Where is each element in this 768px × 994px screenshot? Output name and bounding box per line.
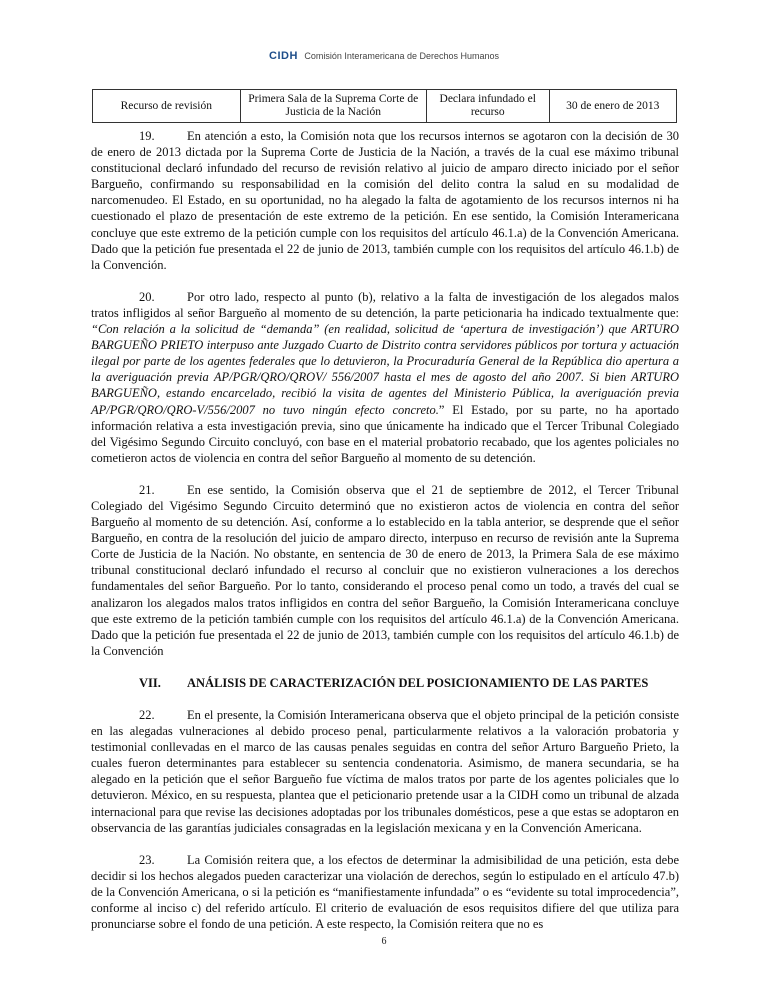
document-body xyxy=(91,128,679,948)
page-number: 6 xyxy=(381,936,387,947)
paragraph-22 xyxy=(91,707,679,836)
page-header xyxy=(0,50,768,62)
section-number: VII. xyxy=(139,675,161,690)
paragraph-23 xyxy=(91,852,679,932)
table-cell-recourse: Recurso de revisión xyxy=(93,90,241,123)
paragraph-20 xyxy=(91,289,679,466)
recourse-table xyxy=(92,89,677,123)
paragraph-text-continued: ” El Estado, por su parte, no ha aportado información relativa a esta investigación previa, sino que únicamente ha indicado que el Tercer Tribunal Colegiado del Vigésimo Segundo Circuito concluyó, con base en el material probatorio recabado, que los agentes policiales no cometieron actos de violencia en contra del señor Bargueño al momento de su detención. xyxy=(91,402,679,465)
cidh-logo: CIDH xyxy=(269,50,298,62)
paragraph-number: 23. xyxy=(139,852,155,867)
table-row xyxy=(93,90,677,123)
table-cell-court: Primera Sala de la Suprema Corte de Justicia de la Nación xyxy=(240,90,426,123)
paragraph-quote: “Con relación a la solicitud de “demanda” (en realidad, solicitud de ‘apertura de investigación’) que ARTURO BARGUEÑO PRIETO interpuso ante Juzgado Cuarto de Distrito contra servidores públicos por tortura y actuación ilegal por parte de los agentes federales que lo detuvieron, la Procuraduría General de la República dio apertura a la averiguación previa AP/PGR/QRO/QROV/ 556/2007 hasta el mes de agosto del año 2007. Si bien ARTURO BARGUEÑO, estando encarcelado, recibió la visita de agentes del Ministerio Pública, la averiguación previa AP/PGR/QRO/QRO-V/556/2007 no tuvo ningún efecto concreto. xyxy=(91,322,679,417)
paragraph-number: 19. xyxy=(139,129,155,143)
paragraph-text: Por otro lado, respecto al punto (b), relativo a la falta de investigación de los alegados malos tratos infligidos al señor Bargueño al momento de su detención, la parte peticionaria ha indicado textualmente que: xyxy=(91,289,679,320)
section-heading xyxy=(91,675,679,691)
section-title: ANÁLISIS DE CARACTERIZACIÓN DEL POSICIONAMIENTO DE LAS PARTES xyxy=(187,675,649,690)
paragraph-number: 20. xyxy=(139,289,155,304)
paragraph-19 xyxy=(91,128,679,273)
paragraph-text: En ese sentido, la Comisión observa que el 21 de septiembre de 2012, el Tercer Tribunal Colegiado del Vigésimo Segundo Circuito determinó que no existieron actos de violencia en contra del señor Bargueño al momento de su detención. Así, conforme a lo establecido en la tabla anterior, se desprende que el señor Bargueño, en contra de la resolución del juicio de amparo directo, interpuso en recurso de revisión ante la Suprema Corte de Justicia de la Nación. No obstante, en sentencia de 30 de enero de 2013, la Primera Sala de ese máximo tribunal constitucional declaró infundado el recurso al concluir que no existieron vulneraciones a los derechos fundamentales del señor Bargueño. Por lo tanto, considerando el proceso penal como un todo, a través del cual se analizaron los alegados malos tratos infligidos en contra del señor Bargueño, la Comisión Interamericana concluye que este extremo de la petición también cumple con los requisitos del artículo 46.1.a) de la Convención Americana. Dado que la petición fue presentada el 22 de junio de 2013, también cumple con los requisitos del artículo 46.1.b) de la Convención xyxy=(91,482,679,658)
paragraph-number: 22. xyxy=(139,708,155,722)
table-cell-date: 30 de enero de 2013 xyxy=(549,90,676,123)
paragraph-21 xyxy=(91,482,679,659)
paragraph-number: 21. xyxy=(139,482,155,497)
header-org-name: Comisión Interamericana de Derechos Humanos xyxy=(304,51,499,61)
paragraph-text: En atención a esto, la Comisión nota que los recursos internos se agotaron con la decisión de 30 de enero de 2013 dictada por la Suprema Corte de Justicia de la Nación, a través de la cual ese máximo tribunal constitucional declaró infundado del recurso de revisión relativo al juicio de amparo directo iniciado por el señor Bargueño, confirmando su responsabilidad en la comisión del delito contra la salud en su modalidad de narcomenudeo. El Estado, en su oportunidad, no ha alegado la falta de agotamiento de los recursos internos ni ha cuestionado el plazo de presentación de este extremo de la petición. En ese sentido, la Comisión Interamericana concluye que este extremo de la petición cumple con los requisitos del artículo 46.1.a) de la Convención Americana. Dado que la petición fue presentada el 22 de junio de 2013, también cumple con los requisitos del artículo 46.1.b) de la Convención. xyxy=(91,129,679,272)
paragraph-text: En el presente, la Comisión Interamericana observa que el objeto principal de la petición consiste en las alegadas vulneraciones al debido proceso penal, particularmente relativos a la valoración probatoria y testimonial conllevadas en el marco de las causas penales seguidas en contra del señor Arturo Bargueño Prieto, la cuales fueron determinantes para establecer su sentencia condenatoria. Asimismo, de manera secundaria, se ha alegado en la petición que el señor Bargueño fue víctima de malos tratos por parte de los agentes policiales que lo detuvieron. México, en su respuesta, plantea que el peticionario pretende usar a la CIDH como un tribunal de alzada internacional para que revise las decisiones adoptadas por los tribunales domésticos, pese a que estas se adoptaron en observancia de las garantías judiciales consagradas en la legislación mexicana y en la Convención Americana. xyxy=(91,708,679,835)
paragraph-text: La Comisión reitera que, a los efectos de determinar la admisibilidad de una petición, esta debe decidir si los hechos alegados pueden caracterizar una violación de derechos, según lo estipulado en el artículo 47.b) de la Convención Americana, o si la petición es “manifiestamente infundada” o es “evidente su total improcedencia”, conforme al inciso c) del referido artículo. El criterio de evaluación de esos requisitos difiere del que utiliza para pronunciarse sobre el fondo de una petición. A este respecto, la Comisión reitera que no es xyxy=(91,852,679,932)
table-cell-result: Declara infundado el recurso xyxy=(426,90,549,123)
